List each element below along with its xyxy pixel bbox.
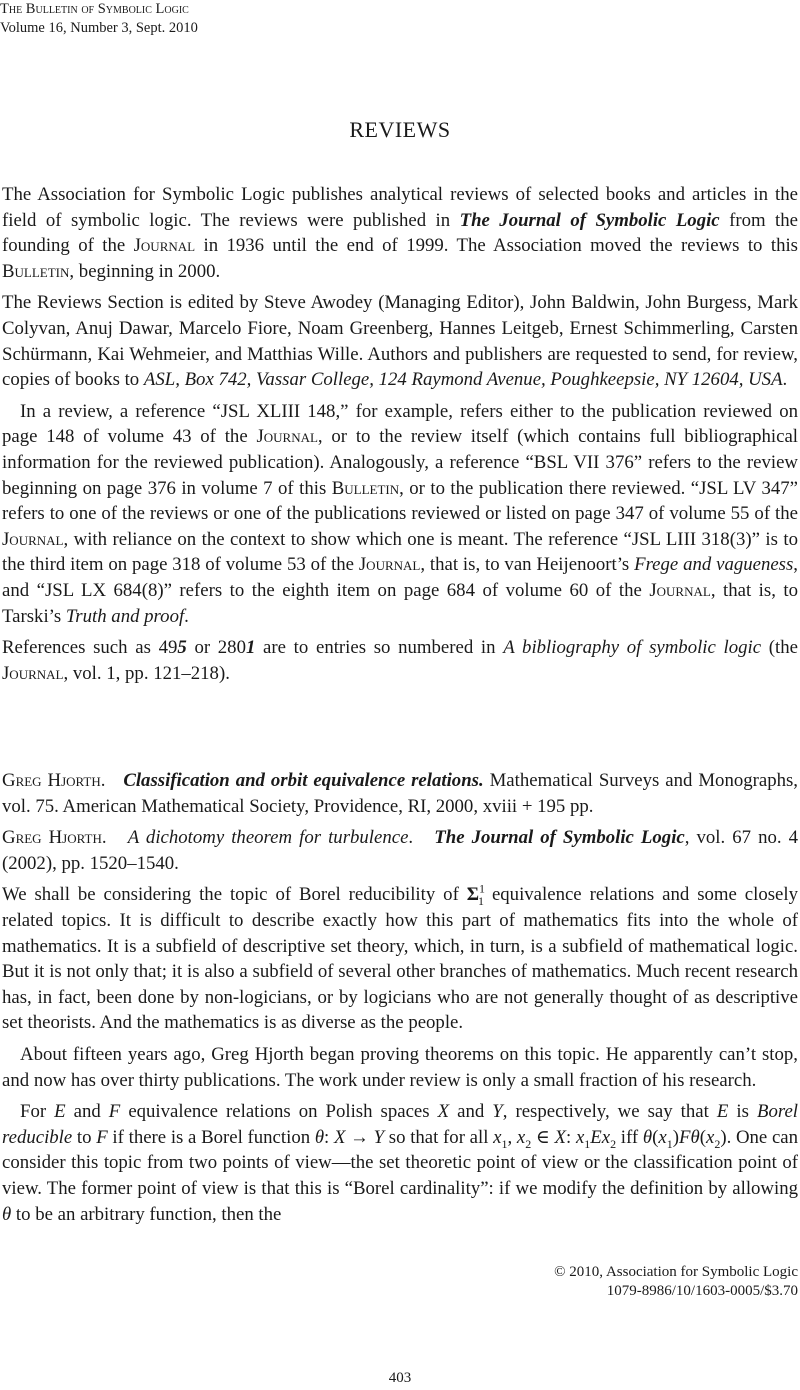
review-section [2, 768, 798, 1233]
review-body-paragraph-3: For E and F equivalence relations on Polish spaces X and Y, respectively, we say that E is Borel reducible to F if there is a Borel function θ: X → Y so that for all $x_1$, $x_2$ ∈ X: $x_1Ex_2$ iff $\theta(x_1)F\theta(x_2)$. One can consider this topic from two points of view—the set theoretic point of view or the classification point of view. The former point of view is that this is “Borel cardinality”: if we modify the definition by allowing θ to be an arbitrary function, then the [2, 1101, 799, 1225]
mailing-address: ASL, Box 742, Vassar College, 124 Raymond Avenue, Poughkeepsie, NY 12604, USA [143, 369, 783, 391]
page-title: REVIEWS [349, 117, 451, 142]
journal-name: The Bulletin of Symbolic Logic [0, 1, 189, 17]
page-number: 403 [388, 1370, 412, 1386]
running-head [0, 0, 198, 38]
review-author: Greg Hjorth [2, 770, 101, 791]
issn-line: 1079-8986/10/1603-0005/$3.70 [606, 1283, 798, 1299]
intro-section [2, 182, 798, 692]
volume-line: Volume 16, Number 3, Sept. 2010 [0, 20, 198, 36]
jsl-name: The Journal of Symbolic Logic [459, 209, 720, 231]
intro-paragraph-2: The Reviews Section is edited by Steve Awodey (Managing Editor), John Baldwin, John Burgess, Mark Colyvan, Anuj Dawar, Marcelo Fiore, Noam Greenberg, Hannes Leitgeb, Ernest Schimmerling, Carsten Schürmann, Kai Wehmeier, and Matthias Wille. Authors and publishers are requested to send, for review, copies of books to ASL, Box 742, Vassar College, 124 Raymond Avenue, Poughkeepsie, NY 12604, USA. [2, 292, 798, 391]
intro-paragraph-3: In a review, a reference “JSL XLIII 148,” for example, refers either to the publication reviewed on page 148 of volume 43 of the Journal, or to the review itself (which contains full bibliographical information for the reviewed publication). Analogously, a reference “BSL VII 376” refers to the review beginning on page 376 in volume 7 of this Bulletin, or to the publication there reviewed. “JSL LV 347” refers to one of the reviews or one of the publications reviewed or listed on page 347 of volume 55 of the Journal, with reliance on the context to show which one is meant. The reference “JSL LIII 318(3)” is to the third item on page 318 of volume 53 of the Journal, that is, to van Heijenoort’s Frege and vagueness, and “JSL LX 684(8)” refers to the eighth item on page 684 of volume 60 of the Journal, that is, to Tarski’s Truth and proof. [2, 400, 799, 627]
copyright-line: © 2010, Association for Symbolic Logic [554, 1264, 798, 1280]
copyright-footer [554, 1263, 798, 1301]
review-body-paragraph-1: We shall be considering the topic of Borel reducibility of $\Sigma^1_1$ equivalence relations and some closely related topics. It is difficult to describe exactly how this part of mathematics fits into the whole of mathematics. It is a subfield of descriptive set theory, which, in turn, is a subfield of mathematical logic. But it is not only that; it is also a subfield of several other branches of mathematics. Much recent research has, in fact, been done by non-logicians, or by logicians who are not generally thought of as descriptive set theorists. And the mathematics is as diverse as the people. [2, 882, 798, 1034]
review-reference-1: Greg Hjorth. Classification and orbit equivalence relations. Mathematical Surveys and Monographs, vol. 75. American Mathematical Society, Providence, RI, 2000, xviii + 195 pp. [2, 770, 798, 817]
review-body-paragraph-2: About fifteen years ago, Greg Hjorth began proving theorems on this topic. He apparently can’t stop, and now has over thirty publications. The work under review is only a small fraction of his research. [2, 1043, 798, 1091]
intro-paragraph-4: References such as 495 or 2801 are to entries so numbered in A bibliography of symbolic logic (the Journal, vol. 1, pp. 121–218). [2, 637, 799, 684]
review-reference-2: Greg Hjorth. A dichotomy theorem for turbulence. The Journal of Symbolic Logic, vol. 67 no. 4 (2002), pp. 1520–1540. [2, 827, 799, 874]
intro-paragraph-1: The Association for Symbolic Logic publishes analytical reviews of selected books and articles in the field of symbolic logic. The reviews were published in The Journal of Symbolic Logic from the founding of the Journal in 1936 until the end of 1999. The Association moved the reviews to this Bulletin, beginning in 2000. [2, 184, 798, 282]
